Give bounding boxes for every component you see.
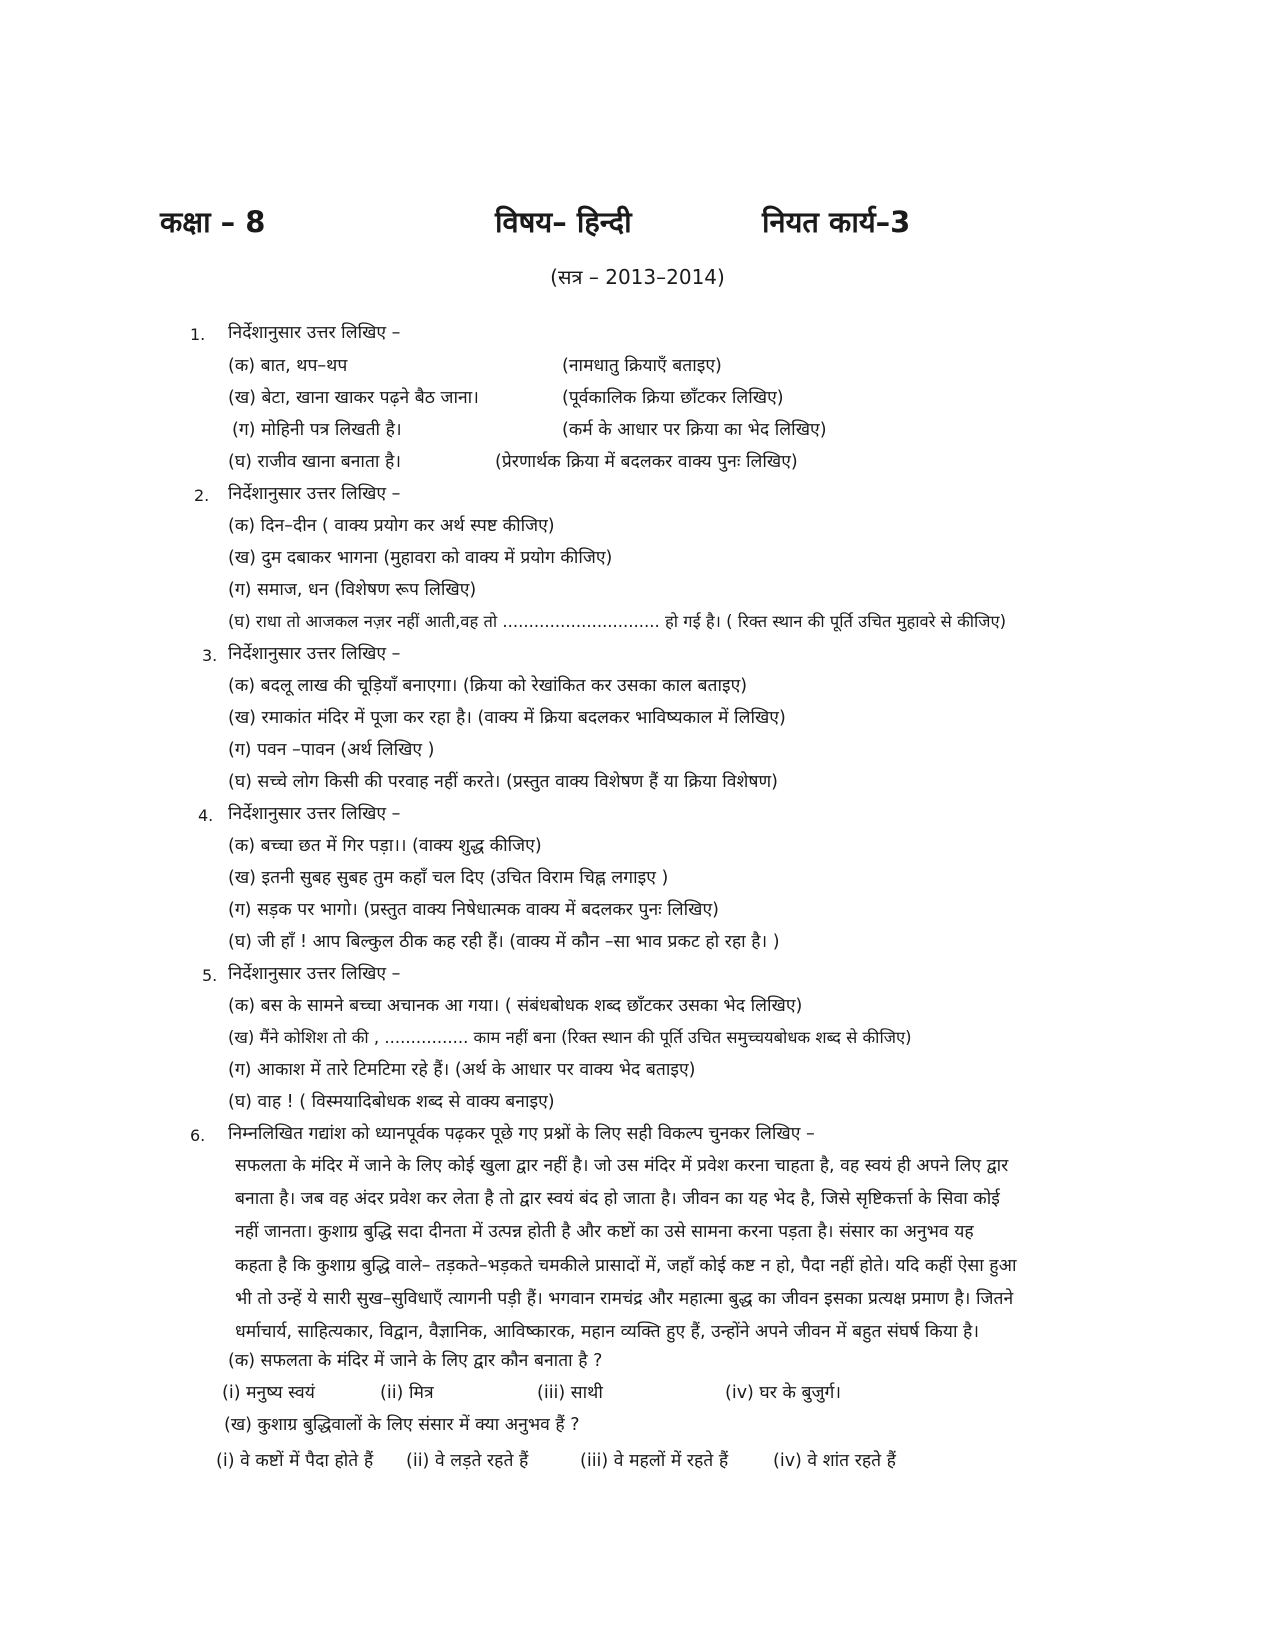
question-item: (क) बदलू लाख की चूड़ियाँ बनाएगा। (क्रिया को रेखांकित कर उसका काल बताइए)	[228, 676, 748, 696]
question-instruction: (नामधातु क्रियाएँ बताइए)	[562, 356, 722, 376]
question-number: 1.	[190, 325, 206, 344]
question-item: (ख) दुम दबाकर भागना (मुहावरा को वाक्य में प्रयोग कीजिए)	[228, 548, 613, 568]
question-instruction: (पूर्वकालिक क्रिया छाँटकर लिखिए)	[562, 388, 784, 408]
option: (iii) वे महलों में रहते हैं	[580, 1451, 729, 1471]
question-item: (ग) पवन –पावन (अर्थ लिखिए )	[228, 740, 435, 760]
option: (ii) मित्र	[380, 1383, 434, 1403]
question-number: 4.	[198, 806, 214, 825]
question-title: निम्नलिखित गद्यांश को ध्यानपूर्वक पढ़कर पूछे गए प्रश्नों के लिए सही विकल्प चुनकर लिखिए –	[228, 1124, 815, 1144]
option: (ii) वे लड़ते रहते हैं	[406, 1451, 529, 1471]
question-title: निर्देशानुसार उत्तर लिखिए –	[228, 484, 401, 504]
question-item: (ख) रमाकांत मंदिर में पूजा कर रहा है। (वाक्य में क्रिया बदलकर भाविष्यकाल में लिखिए)	[228, 708, 786, 728]
question-item: (घ) वाह ! ( विस्मयादिबोधक शब्द से वाक्य बनाइए)	[228, 1092, 555, 1112]
passage-line: भी तो उन्हें ये सारी सुख–सुविधाएँ त्यागनी पड़ी हैं। भगवान रामचंद्र और महात्मा बुद्ध का जीवन इसका प्रत्यक्ष प्रमाण है। जितने	[235, 1288, 1014, 1309]
question-item: (क) बस के सामने बच्चा अचानक आ गया। ( संबंधबोधक शब्द छाँटकर उसका भेद लिखिए)	[228, 996, 803, 1016]
question-item: (क) बच्चा छत में गिर पड़ा।। (वाक्य शुद्ध कीजिए)	[228, 836, 542, 856]
question-title: निर्देशानुसार उत्तर लिखिए –	[228, 804, 401, 824]
question-item: (घ) राजीव खाना बनाता है।	[228, 452, 401, 472]
passage	[235, 1150, 1115, 1349]
question-item: (ग) मोहिनी पत्र लिखती है।	[232, 420, 402, 440]
question-number: 6.	[190, 1126, 206, 1145]
question-item: (घ) राधा तो आजकल नज़र नहीं आती,वह तो .............................. हो गई है। ( रिक्त स्थान की पूर्ति उचित मुहावरे से कीजिए)	[228, 612, 1007, 631]
question-number: 5.	[202, 966, 218, 985]
question-item: (क) दिन–दीन ( वाक्य प्रयोग कर अर्थ स्पष्ट कीजिए)	[228, 516, 555, 536]
option: (i) मनुष्य स्वयं	[222, 1383, 315, 1403]
option: (iv) वे शांत रहते हैं	[773, 1451, 896, 1471]
question-item: (घ) जी हाँ ! आप बिल्कुल ठीक कह रही हैं। (वाक्य में कौन –सा भाव प्रकट हो रहा है। )	[228, 932, 780, 952]
question-number: 3.	[202, 646, 218, 665]
option: (iv) घर के बुजुर्ग।	[725, 1383, 841, 1403]
option: (i) वे कष्टों में पैदा होते हैं	[216, 1451, 374, 1471]
question-title: निर्देशानुसार उत्तर लिखिए –	[228, 323, 401, 343]
passage-line: बनाता है। जब वह अंदर प्रवेश कर लेता है तो द्वार स्वयं बंद हो जाता है। जीवन का यह भेद है, जिसे सृष्टिकर्त्ता के सिवा कोई	[235, 1189, 1000, 1210]
class-label: कक्षा – 8	[160, 205, 266, 239]
subject-label: विषय– हिन्दी	[495, 205, 632, 239]
passage-line: धर्माचार्य, साहित्यकार, विद्वान, वैज्ञानिक, आविष्कारक, महान व्यक्ति हुए हैं, उन्होंने अपने जीवन में बहुत संघर्ष किया है।	[235, 1322, 979, 1343]
session-label: (सत्र – 2013–2014)	[550, 265, 725, 289]
question-item: (क) बात, थप–थप	[228, 356, 348, 376]
option: (iii) साथी	[537, 1383, 603, 1403]
question-item: (घ) सच्चे लोग किसी की परवाह नहीं करते। (प्रस्तुत वाक्य विशेषण हैं या क्रिया विशेषण)	[228, 772, 779, 792]
question-number: 2.	[194, 486, 210, 505]
passage-line: कहता है कि कुशाग्र बुद्धि वाले– तड़कते–भड़कते चमकीले प्रासादों में, जहाँ कोई कष्ट न हो, पैदा नहीं होते। यदि कहीं ऐसा हुआ	[235, 1255, 1017, 1276]
question-item: (ग) समाज, धन (विशेषण रूप लिखिए)	[228, 580, 477, 600]
question-title: निर्देशानुसार उत्तर लिखिए –	[228, 644, 401, 664]
sub-question: (ख) कुशाग्र बुद्धिवालों के लिए संसार में क्या अनुभव हैं ?	[224, 1415, 580, 1435]
passage-line: सफलता के मंदिर में जाने के लिए कोई खुला द्वार नहीं है। जो उस मंदिर में प्रवेश करना चाहता है, वह स्वयं ही अपने लिए द्वार	[235, 1156, 1009, 1176]
question-instruction: (कर्म के आधार पर क्रिया का भेद लिखिए)	[562, 420, 827, 440]
question-item: (ग) सड़क पर भागो। (प्रस्तुत वाक्य निषेधात्मक वाक्य में बदलकर पुनः लिखिए)	[228, 900, 719, 920]
question-instruction: (प्रेरणार्थक क्रिया में बदलकर वाक्य पुनः लिखिए)	[495, 452, 798, 472]
question-item: (ख) मैंने कोशिश तो की , ................ काम नहीं बना (रिक्त स्थान की पूर्ति उचित समुच्चयबोधक शब्द से कीजिए)	[228, 1028, 912, 1047]
assignment-label: नियत कार्य–3	[762, 205, 911, 239]
question-item: (ख) इतनी सुबह सुबह तुम कहाँ चल दिए (उचित विराम चिह्न लगाइए )	[228, 868, 669, 888]
question-title: निर्देशानुसार उत्तर लिखिए –	[228, 964, 401, 984]
question-item: (ख) बेटा, खाना खाकर पढ़ने बैठ जाना।	[228, 388, 479, 408]
passage-line: नहीं जानता। कुशाग्र बुद्धि सदा दीनता में उत्पन्न होती है और कष्टों का उसे सामना करना पड़ता है। संसार का अनुभव यह	[235, 1222, 974, 1243]
sub-question: (क) सफलता के मंदिर में जाने के लिए द्वार कौन बनाता है ?	[228, 1351, 603, 1371]
question-item: (ग) आकाश में तारे टिमटिमा रहे हैं। (अर्थ के आधार पर वाक्य भेद बताइए)	[228, 1060, 696, 1080]
